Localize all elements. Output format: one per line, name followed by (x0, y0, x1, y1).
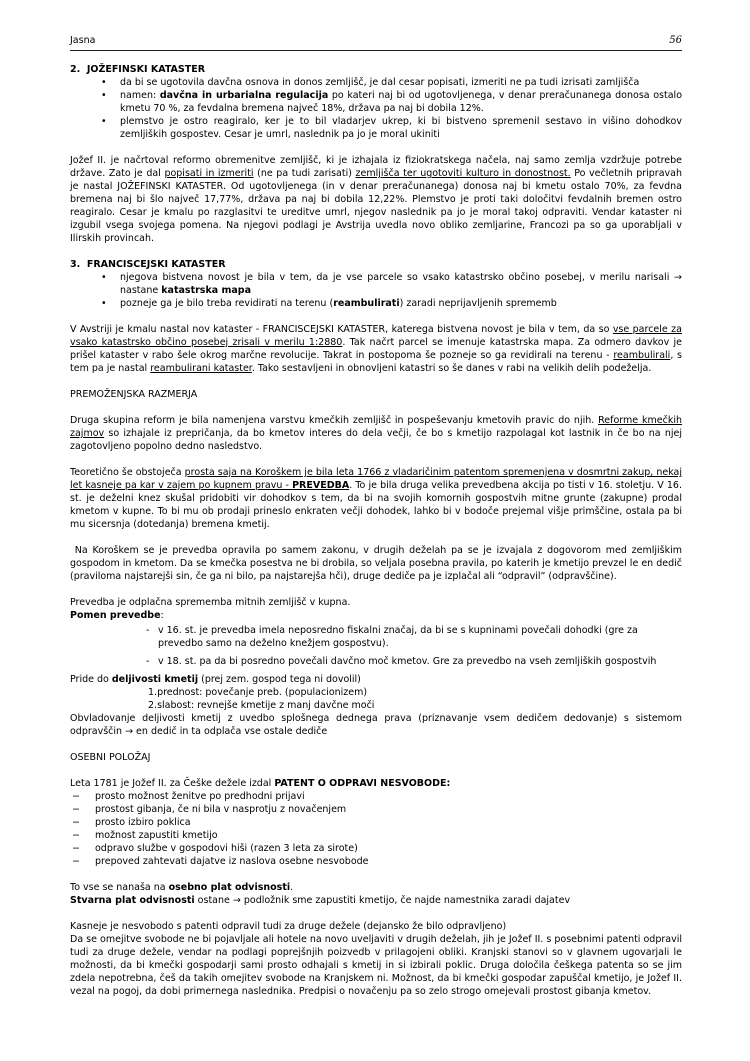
paragraph (70, 596, 682, 609)
list-item (70, 115, 682, 141)
text-run: Kasneje je nesvobodo s patenti odpravil tudi za druge dežele (dejansko že bilo odpravljeno) (70, 921, 507, 932)
text-run: v 18. st. pa da bi posredno povečali davčno moč kmetov. Gre za prevedbo na vseh zemljiških gospostvih (158, 656, 657, 667)
spacer (70, 401, 682, 414)
text-run: (ne pa tudi zarisati) (253, 168, 356, 179)
section-heading (70, 63, 682, 76)
list-item (70, 271, 682, 297)
paragraph (70, 686, 682, 699)
paragraph (70, 466, 682, 531)
list-item (70, 790, 682, 803)
text-run: OSEBNI POLOŽAJ (70, 752, 151, 763)
header-author: Jasna (70, 35, 96, 46)
list-item (70, 803, 682, 816)
spacer (70, 583, 682, 596)
spacer (70, 868, 682, 881)
bullet-list (70, 271, 682, 310)
text-run: plemstvo je ostro reagiralo, ker je to bil vladarjev ukrep, ki bi bistveno spremenil sestavo in višino dohodkov zemljiških gospostev. Cesar je umrl, naslednik pa jo je moral ukiniti (120, 116, 682, 140)
text-run: Na Koroškem se je prevedba opravila po samem zakonu, v drugih deželah pa se je izvajala z dogovorom med zemljiškim gospodom in kmetom. Da se kmečka posestva ne bi drobila, so veljala posebna pravila, po katerih je kmetijo prevzel le en dedič (praviloma najstarejši sin, če ga ni bilo, pa najstarejša hči), druge dediče pa je izplačal ali “odpravil” (odpravščine). (70, 545, 682, 582)
paragraph (70, 881, 682, 894)
text-run: vse parcele za vsako katastrsko občino posebej zrisali v merilu 1:2880 (70, 324, 682, 348)
list-item (70, 816, 682, 829)
text-run: Obvladovanje deljivosti kmetij z uvedbo splošnega dednega prava (priznavanje vsem dedičem dedovanje) s sistemom odpravščin → en dedič in ta odplača vse ostale dediče (70, 713, 682, 737)
text-run: Da se omejitve svobode ne bi pojavljale ali hotele na novo uveljaviti v drugih deželah, jih je Jožef II. s posebnimi patenti odpravil tudi za druge dežele, vendar na podlagi poprejšnjih poizvedb v prilagojeni obliki. Kranjski stanovi so v glavnem ugovarjali le možnosti, da bi kmečki gospodarji sami prosto odhajali s kmetij in si izbirali poklic. Druga določila češkega patenta so se jim zdela nepotrebna, češ da takih omejitev svobode na Kranjskem ni. Možnost, da bi kmečki gospodar zapuščal kmetijo, je Jožef II. vezal na pogoj, da dobi primernega naslednika. Predpisi o novačenju pa so zelo strogo omejevali prostost gibanja kmetov. (70, 934, 682, 997)
paragraph (70, 699, 682, 712)
page-number: 56 (669, 35, 682, 46)
paragraph (70, 751, 682, 764)
text-run: možnost zapustiti kmetijo (95, 830, 218, 841)
text-run: (prej zem. gospod tega ni dovolil) (198, 674, 361, 685)
text-run: . Tak načrt parcel se imenuje katastrska mapa. Za odmero davkov je prišel kataster v rabo šele okrog marčne revolucije. Takrat in postopoma še pozneje so ga revidirali na terenu - (70, 337, 682, 361)
paragraph (70, 388, 682, 401)
text-run: , s tem pa je nastal (70, 350, 682, 374)
paragraph (70, 154, 682, 245)
paragraph (70, 777, 682, 790)
text-run: : (160, 610, 164, 621)
paragraph (70, 712, 682, 738)
list-item (70, 855, 682, 868)
document-body (70, 63, 682, 998)
text-run: . Tako sestavljeni in obnovljeni katastri so še danes v rabi na velikih delih podeželja. (251, 363, 652, 374)
text-run: odpravo službe v gospodovi hiši (razen 3 leta za sirote) (95, 843, 358, 854)
text-run: ostane → podložnik sme zapustiti kmetijo, če najde namestnika zaradi dajatev (194, 895, 571, 906)
dash-list (70, 790, 682, 868)
paragraph (70, 544, 682, 583)
list-item (70, 829, 682, 842)
text-run: Pomen prevedbe (70, 610, 161, 621)
text-run: Teoretično še obstoječa (70, 467, 185, 478)
text-run: prosto možnost ženitve po predhodni prijavi (95, 791, 305, 802)
list-item (70, 76, 682, 89)
text-run: prepoved zahtevati dajatve iz naslova osebne nesvobode (95, 856, 369, 867)
paragraph (70, 673, 682, 686)
text-run: V Avstriji je kmalu nastal nov kataster - FRANCISCEJSKI KATASTER, katerega bistvena novost je bila v tem, da so (70, 324, 613, 335)
text-run: deljivosti kmetij (111, 674, 199, 685)
text-run: pozneje ga je bilo treba revidirati na terenu ( (120, 298, 334, 309)
sub-dash-list (70, 624, 682, 668)
text-run: prosta saja na Koroškem je bila leta 1766 z vladaričinim patentom spremenjena v dosmrtni zakup, nekaj let kasneje pa kar v zajem po kupnem pravu - (70, 467, 682, 491)
text-run: Stvarna plat odvisnosti (70, 895, 195, 906)
text-run: PREMOŽENJSKA RAZMERJA (70, 389, 198, 400)
text-run: ) zaradi neprijavljenih sprememb (399, 298, 557, 309)
text-run: 3. FRANCISCEJSKI KATASTER (70, 259, 226, 270)
text-run: Druga skupina reform je bila namenjena varstvu kmečkih zemljišč in pospeševanju kmetovih pravic do njih. (70, 415, 599, 426)
text-run: To vse se nanaša na (70, 882, 169, 893)
text-run: zemljišča ter ugotoviti kulturo in donostnost. (355, 168, 571, 179)
text-run: da bi se ugotovila davčna osnova in donos zemljišč, je dal cesar popisati, izmeriti ne pa tudi izrisati zamljišča (120, 77, 640, 88)
text-run: so izhajale iz prepričanja, da bo kmetov interes do dela večji, če bo s kmetijo razpolagal kot lastnik in če bo na njej zagotovljeno popolno dedno nasledstvo. (70, 428, 682, 452)
spacer (70, 453, 682, 466)
text-run: njegova bistvena novost je bila v tem, da je vse parcele so vsako katastrsko občino posebej, v merilu narisali → nastane (120, 272, 682, 296)
spacer (70, 531, 682, 544)
text-run: 2. JOŽEFINSKI KATASTER (70, 64, 206, 75)
list-item (70, 89, 682, 115)
text-run: Reforme kmečkih zajmov (70, 415, 682, 439)
list-item (70, 655, 682, 668)
text-run: osebno plat odvisnosti (168, 882, 291, 893)
paragraph (70, 894, 682, 907)
text-run: Po večletnih pripravah je nastal JOŽEFINSKI KATASTER. Od ugotovljenega (in v denar preračunanega) donosa naj bi kmetu ostalo 70%, za fevdna bremena naj bi šlo največ 17,77%, država pa naj bi dobila 12,22%. Plemstvo je proti taki določitvi fevdalnih bremen ostro reagiralo. Cesar je kmalu po razglasitvi te ureditve umrl, njegov naslednik pa jo je moral takoj odpraviti. Vendar kataster ni izgubil vsega svojega pomena. Na njegovi podlagi je Avstrija uvedla novo obliko zemljarine, Francozi pa so ga uporabljali v Ilirskih provincah. (70, 168, 683, 244)
spacer (70, 738, 682, 751)
text-run: reambulirani kataster (150, 363, 252, 374)
paragraph (70, 609, 682, 622)
page-header (70, 34, 682, 51)
section-heading (70, 258, 682, 271)
text-run: . (290, 882, 294, 893)
text-run: . To je bila druga velika prevedbena akcija po tisti v 16. stoletju. V 16. st. je deželni knez skušal pridobiti vir dohodkov s tem, da bi na svojih komornih gospostvih mitne grunte (zakupne) prodal kmetom v kupne. To bi mu ob prodaji prineslo enkraten večji dohodek, lahko bi v bodoče prejemal višje primščine, ostala pa bi mu sicersnja (dotedanja) bremena kmetij. (70, 480, 682, 530)
text-run: PATENT O ODPRAVI NESVOBODE: (274, 778, 451, 789)
text-run: Pride do (70, 674, 112, 685)
list-item (70, 297, 682, 310)
text-run: Jožef II. je načrtoval reformo obremenitve zemljišč, ki je izhajala iz fiziokratskega načela, naj samo zemlja vzdržuje potrebe države. Zato je dal (70, 155, 682, 179)
text-run: namen: (120, 90, 160, 101)
text-run: davčna in urbarialna regulacija (159, 90, 329, 101)
text-run: PREVEDBA (292, 480, 350, 491)
paragraph (70, 920, 682, 933)
spacer (70, 141, 682, 154)
text-run: po kateri naj bi od ugotovljenega, v denar preračunanega donosa ostalo kmetu 70 %, za fevdalna bremena največ 18%, država pa naj bi dobila 12%. (120, 90, 683, 114)
paragraph (70, 323, 682, 375)
paragraph (70, 933, 682, 998)
text-run: Prevedba je odplačna sprememba mitnih zemljišč v kupna. (70, 597, 351, 608)
spacer (70, 310, 682, 323)
spacer (70, 907, 682, 920)
bullet-list (70, 76, 682, 141)
text-run: Leta 1781 je Jožef II. za Češke dežele izdal (70, 778, 275, 789)
text-run: v 16. st. je prevedba imela neposredno fiskalni značaj, da bi se s kupninami povečali dohodki (gre za prevedbo samo na deželno knežjem gospostvu). (158, 625, 638, 649)
spacer (70, 375, 682, 388)
spacer (70, 245, 682, 258)
text-run: popisati in izmeriti (164, 168, 254, 179)
paragraph (70, 414, 682, 453)
text-run: katastrska mapa (161, 285, 252, 296)
text-run: reambulirali (613, 350, 671, 361)
text-run: prostost gibanja, če ni bila v nasprotju z novačenjem (95, 804, 347, 815)
spacer (70, 764, 682, 777)
text-run: 1.prednost: povečanje preb. (populacionizem) (148, 687, 368, 698)
text-run: 2.slabost: revnejše kmetije z manj davčne moči (148, 700, 375, 711)
text-run: prosto izbiro poklica (95, 817, 191, 828)
text-run: reambulirati (333, 298, 400, 309)
list-item (70, 624, 682, 650)
list-item (70, 842, 682, 855)
